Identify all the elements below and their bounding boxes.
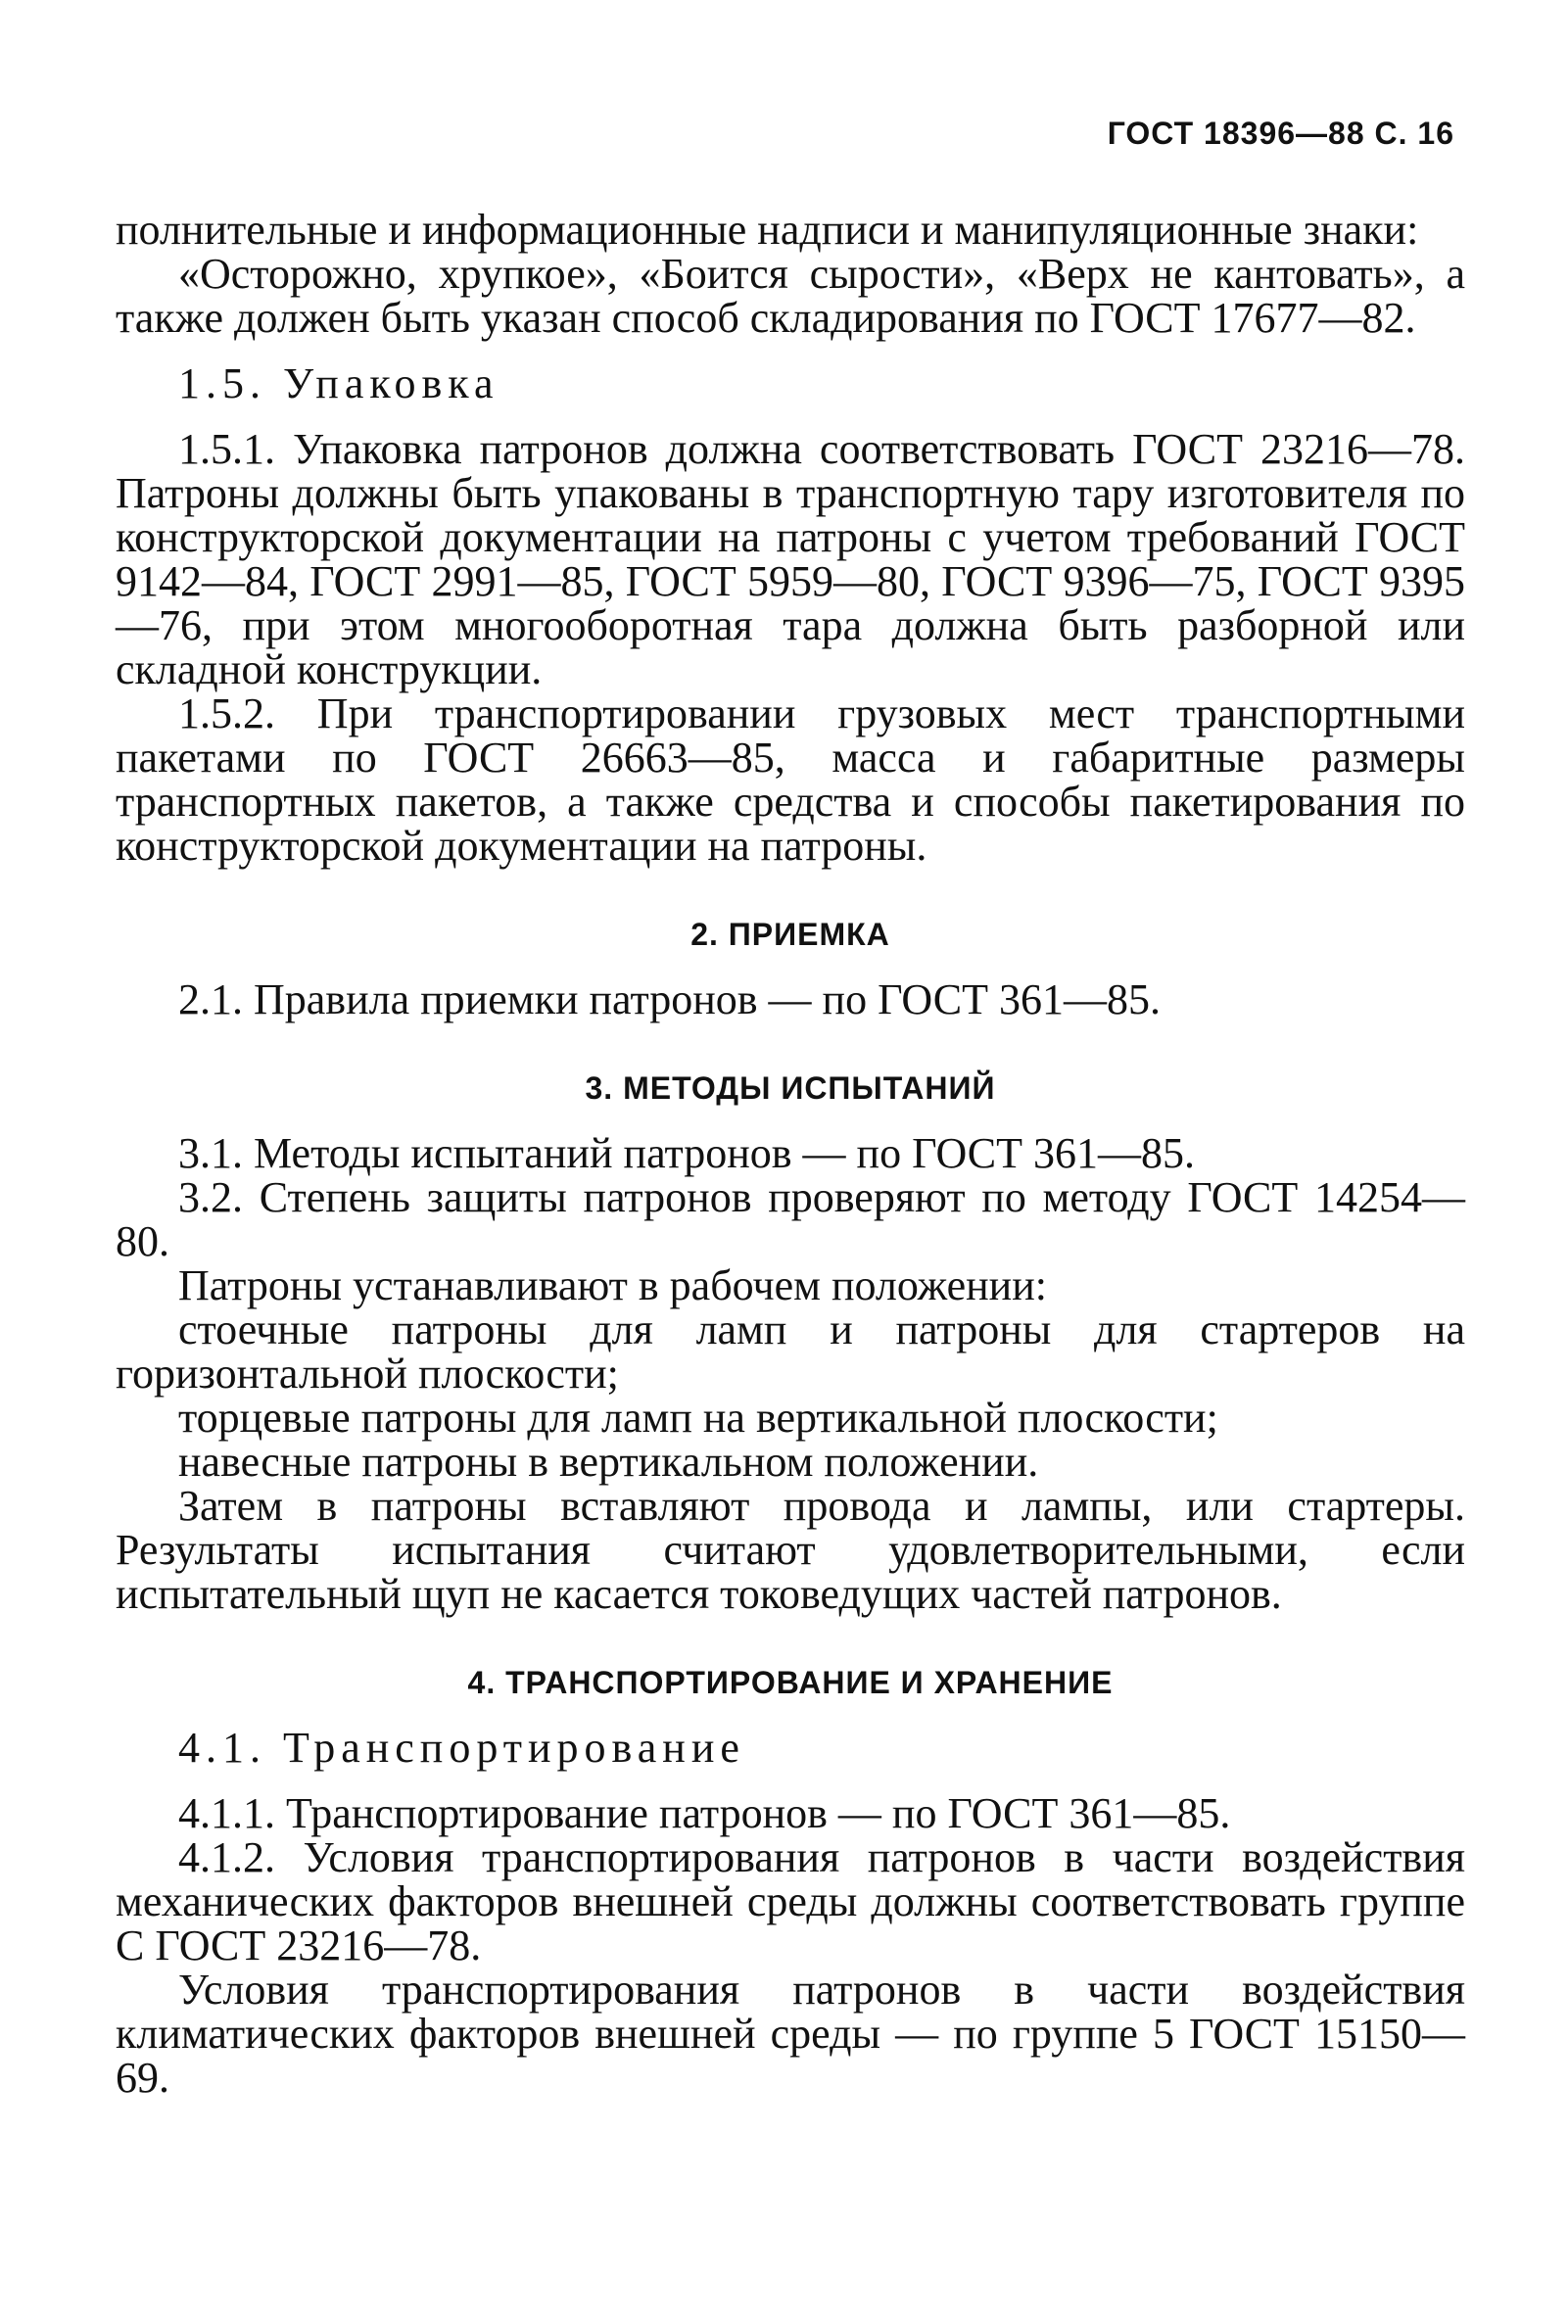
paragraph-installation: Патроны устанавливают в рабочем положении: [178,1261,1047,1309]
paragraph-4-1-1: 4.1.1. Транспортирование патронов — по ГОСТ 361—85. [178,1789,1231,1837]
paragraph-test-results: Затем в патроны вставляют провода и лампы, или стартеры. Результаты испытания считают удовлетворительными, если испытательный щуп не касается токоведущих частей патронов. [116,1482,1465,1618]
subsection-title-packaging: 1.5. Упаковка [178,359,499,407]
section-heading-test-methods: 3. МЕТОДЫ ИСПЫТАНИЙ [585,1070,996,1106]
paragraph-rack-holders: стоечные патроны для ламп и патроны для стартеров на горизонтальной плоскости; [116,1305,1465,1398]
paragraph-4-1-2: 4.1.2. Условия транспортирования патронов в части воздействия механических факторов внешней среды должны соответствовать группе С ГОСТ 23216—78. [116,1833,1465,1969]
subsection-title-transport: 4.1. Транспортирование [178,1724,745,1772]
paragraph-1-5-2: 1.5.2. При транспортировании грузовых мест транспортными пакетами по ГОСТ 26663—85, масса и габаритные размеры транспортных пакетов, а также средства и способы пакетирования по конструкторской документации на патроны. [116,689,1465,870]
paragraph-pendant-holders: навесные патроны в вертикальном положении. [178,1438,1039,1486]
paragraph-climatic-conditions: Условия транспортирования патронов в части воздействия климатических факторов внешней среды — по группе 5 ГОСТ 15150—69. [116,1966,1465,2102]
paragraph-3-2: 3.2. Степень защиты патронов проверяют по методу ГОСТ 14254—80. [116,1173,1465,1265]
paragraph-3-1: 3.1. Методы испытаний патронов — по ГОСТ 361—85. [178,1129,1195,1177]
section-heading-acceptance: 2. ПРИЕМКА [690,917,890,952]
document-body [116,208,1465,2100]
paragraph-end-holders: торцевые патроны для ламп на вертикальной плоскости; [178,1394,1218,1442]
paragraph-1-5-1: 1.5.1. Упаковка патронов должна соответствовать ГОСТ 23216—78. Патроны должны быть упакованы в транспортную тару изготовителя по конструкторской документации на патроны с учетом требований ГОСТ 9142—84, ГОСТ 2991—85, ГОСТ 5959—80, ГОСТ 9396—75, ГОСТ 9395—76, при этом многооборотная тара должна быть разборной или складной конструкции. [116,425,1465,693]
paragraph-handling-signs: «Осторожно, хрупкое», «Боится сырости», «Верх не кантовать», а также должен быть указан способ складирования по ГОСТ 17677—82. [116,250,1465,342]
paragraph-continuation: полнительные и информационные надписи и манипуляционные знаки: [116,206,1419,254]
paragraph-2-1: 2.1. Правила приемки патронов — по ГОСТ 361—85. [178,975,1161,1023]
section-heading-transport-storage: 4. ТРАНСПОРТИРОВАНИЕ И ХРАНЕНИЕ [467,1665,1114,1700]
running-header: ГОСТ 18396—88 С. 16 [1107,116,1454,151]
